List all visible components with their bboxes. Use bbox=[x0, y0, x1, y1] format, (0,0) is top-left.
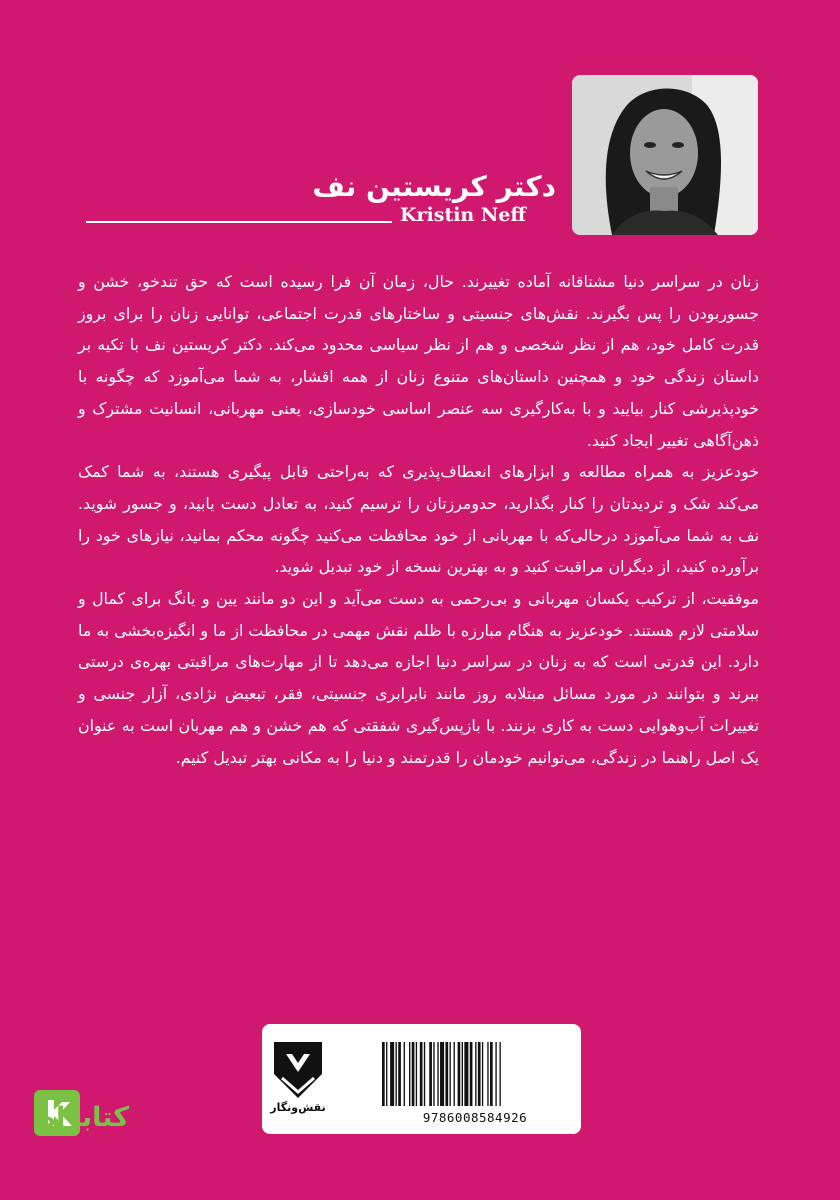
barcode-bar bbox=[429, 1042, 432, 1106]
isbn-number: 9786008584926 bbox=[422, 1110, 528, 1125]
barcode-bar bbox=[445, 1042, 448, 1106]
barcode-bar bbox=[390, 1042, 394, 1106]
barcode-bar bbox=[398, 1042, 401, 1106]
barcode-bar bbox=[420, 1042, 423, 1106]
barcode-bar bbox=[478, 1042, 481, 1106]
barcode-image bbox=[380, 1042, 570, 1108]
barcode-bar bbox=[470, 1042, 473, 1106]
barcode-bar bbox=[382, 1042, 385, 1106]
author-divider bbox=[86, 221, 392, 223]
barcode-bar bbox=[464, 1042, 468, 1106]
barcode-bar bbox=[450, 1042, 451, 1106]
barcode-bar bbox=[482, 1042, 483, 1106]
barcode-bar bbox=[433, 1042, 434, 1106]
author-name-fa: دکتر کریستین نف bbox=[312, 170, 556, 203]
store-name: کتابراه bbox=[40, 1102, 129, 1133]
author-name-en: Kristin Neff bbox=[400, 204, 526, 226]
blurb-paragraph-3: موفقیت، از ترکیب یکسان مهربانی و بی‌رحمی به دست می‌آید و این دو مانند یین و یانگ برای کمال و سلامتی لازم هستند. خودعزیز به هنگام مبارزه با ظلم نقش مهمی در محافظت از ما و انگیزه‌بخشی به ما دارد. این قدرتی است که به زنان در سراسر دنیا اجازه می‌دهد تا از مهارت‌های مراقبتی بهره‌ی درستی ببرند و بتوانند در مورد مسائل مبتلابه روز مانند نابرابری جنسیتی، فقر، تبعیض نژادی، آزار جنسی و تغییرات آب‌وهوایی دست به کاری بزنند. با بازپس‌گیری شفقتی که هم خشن و هم مهربان است به عنوان یک اصل راهنما در زندگی، می‌توانیم خودمان را قدرتمند و دنیا را به مکانی بهتر تبدیل کنیم. bbox=[78, 589, 759, 767]
barcode-bar bbox=[475, 1042, 476, 1106]
portrait-image bbox=[572, 75, 758, 235]
barcode-bar bbox=[409, 1042, 410, 1106]
barcode-bar bbox=[386, 1042, 387, 1106]
barcode-bar bbox=[416, 1042, 417, 1106]
barcode-bar bbox=[396, 1042, 397, 1106]
barcode-bar bbox=[412, 1042, 415, 1106]
publisher-logo-icon bbox=[272, 1040, 324, 1100]
barcode-bar bbox=[487, 1042, 488, 1106]
barcode-bar bbox=[454, 1042, 455, 1106]
barcode-bar bbox=[440, 1042, 444, 1106]
publisher-name: نقش‌ونگار bbox=[270, 1101, 326, 1114]
barcode-panel bbox=[262, 1024, 581, 1134]
barcode-bar bbox=[495, 1042, 496, 1106]
back-cover-blurb bbox=[78, 266, 759, 773]
barcode-bar bbox=[458, 1042, 461, 1106]
barcode-bar bbox=[499, 1042, 500, 1106]
blurb-paragraph-1: زنان در سراسر دنیا مشتاقانه آماده تغییرند. حال، زمان آن فرا رسیده است که حق تندخو، خشن و جسوربودن را پس بگیرند. نقش‌های جنسیتی و ساختارهای قدرت اجتماعی، توانایی زنان را برای بروز قدرت کامل خود، هم از نظر شخصی و هم از نظر سیاسی محدود می‌کند. دکتر کریستین نف با تکیه بر داستان زندگی خود و همچنین داستان‌های متنوع زنان از همه اقشار، به شما می‌آموزد که چگونه با خودپذیرشی کنار بیایید و با به‌کارگیری سه عنصر اساسی خودسازی، یعنی مهربانی، انسانیت مشترک و ذهن‌آگاهی تغییر ایجاد کنید. bbox=[78, 272, 759, 450]
author-photo bbox=[572, 75, 758, 235]
barcode-bar bbox=[424, 1042, 425, 1106]
barcode-bar bbox=[437, 1042, 438, 1106]
blurb-paragraph-2: خودعزیز به همراه مطالعه و ابزارهای انعطاف‌پذیری که به‌راحتی قابل پیگیری هستند، به شما کمک می‌کند شک و تردیدتان را کنار بگذارید، حدومرزتان را ترسیم کنید، به تعادل دست یابید، و جسور شوید. نف به شما می‌آموزد درحالی‌که با مهربانی از خود محافظت می‌کنید چگونه محکم بمانید، نیازهای خود را برآورده کنید، از دیگران مراقبت کنید و به بهترین نسخه از خود تبدیل شوید. bbox=[78, 462, 759, 577]
barcode-bar bbox=[404, 1042, 405, 1106]
barcode-bar bbox=[490, 1042, 493, 1106]
barcode-bar bbox=[462, 1042, 463, 1106]
